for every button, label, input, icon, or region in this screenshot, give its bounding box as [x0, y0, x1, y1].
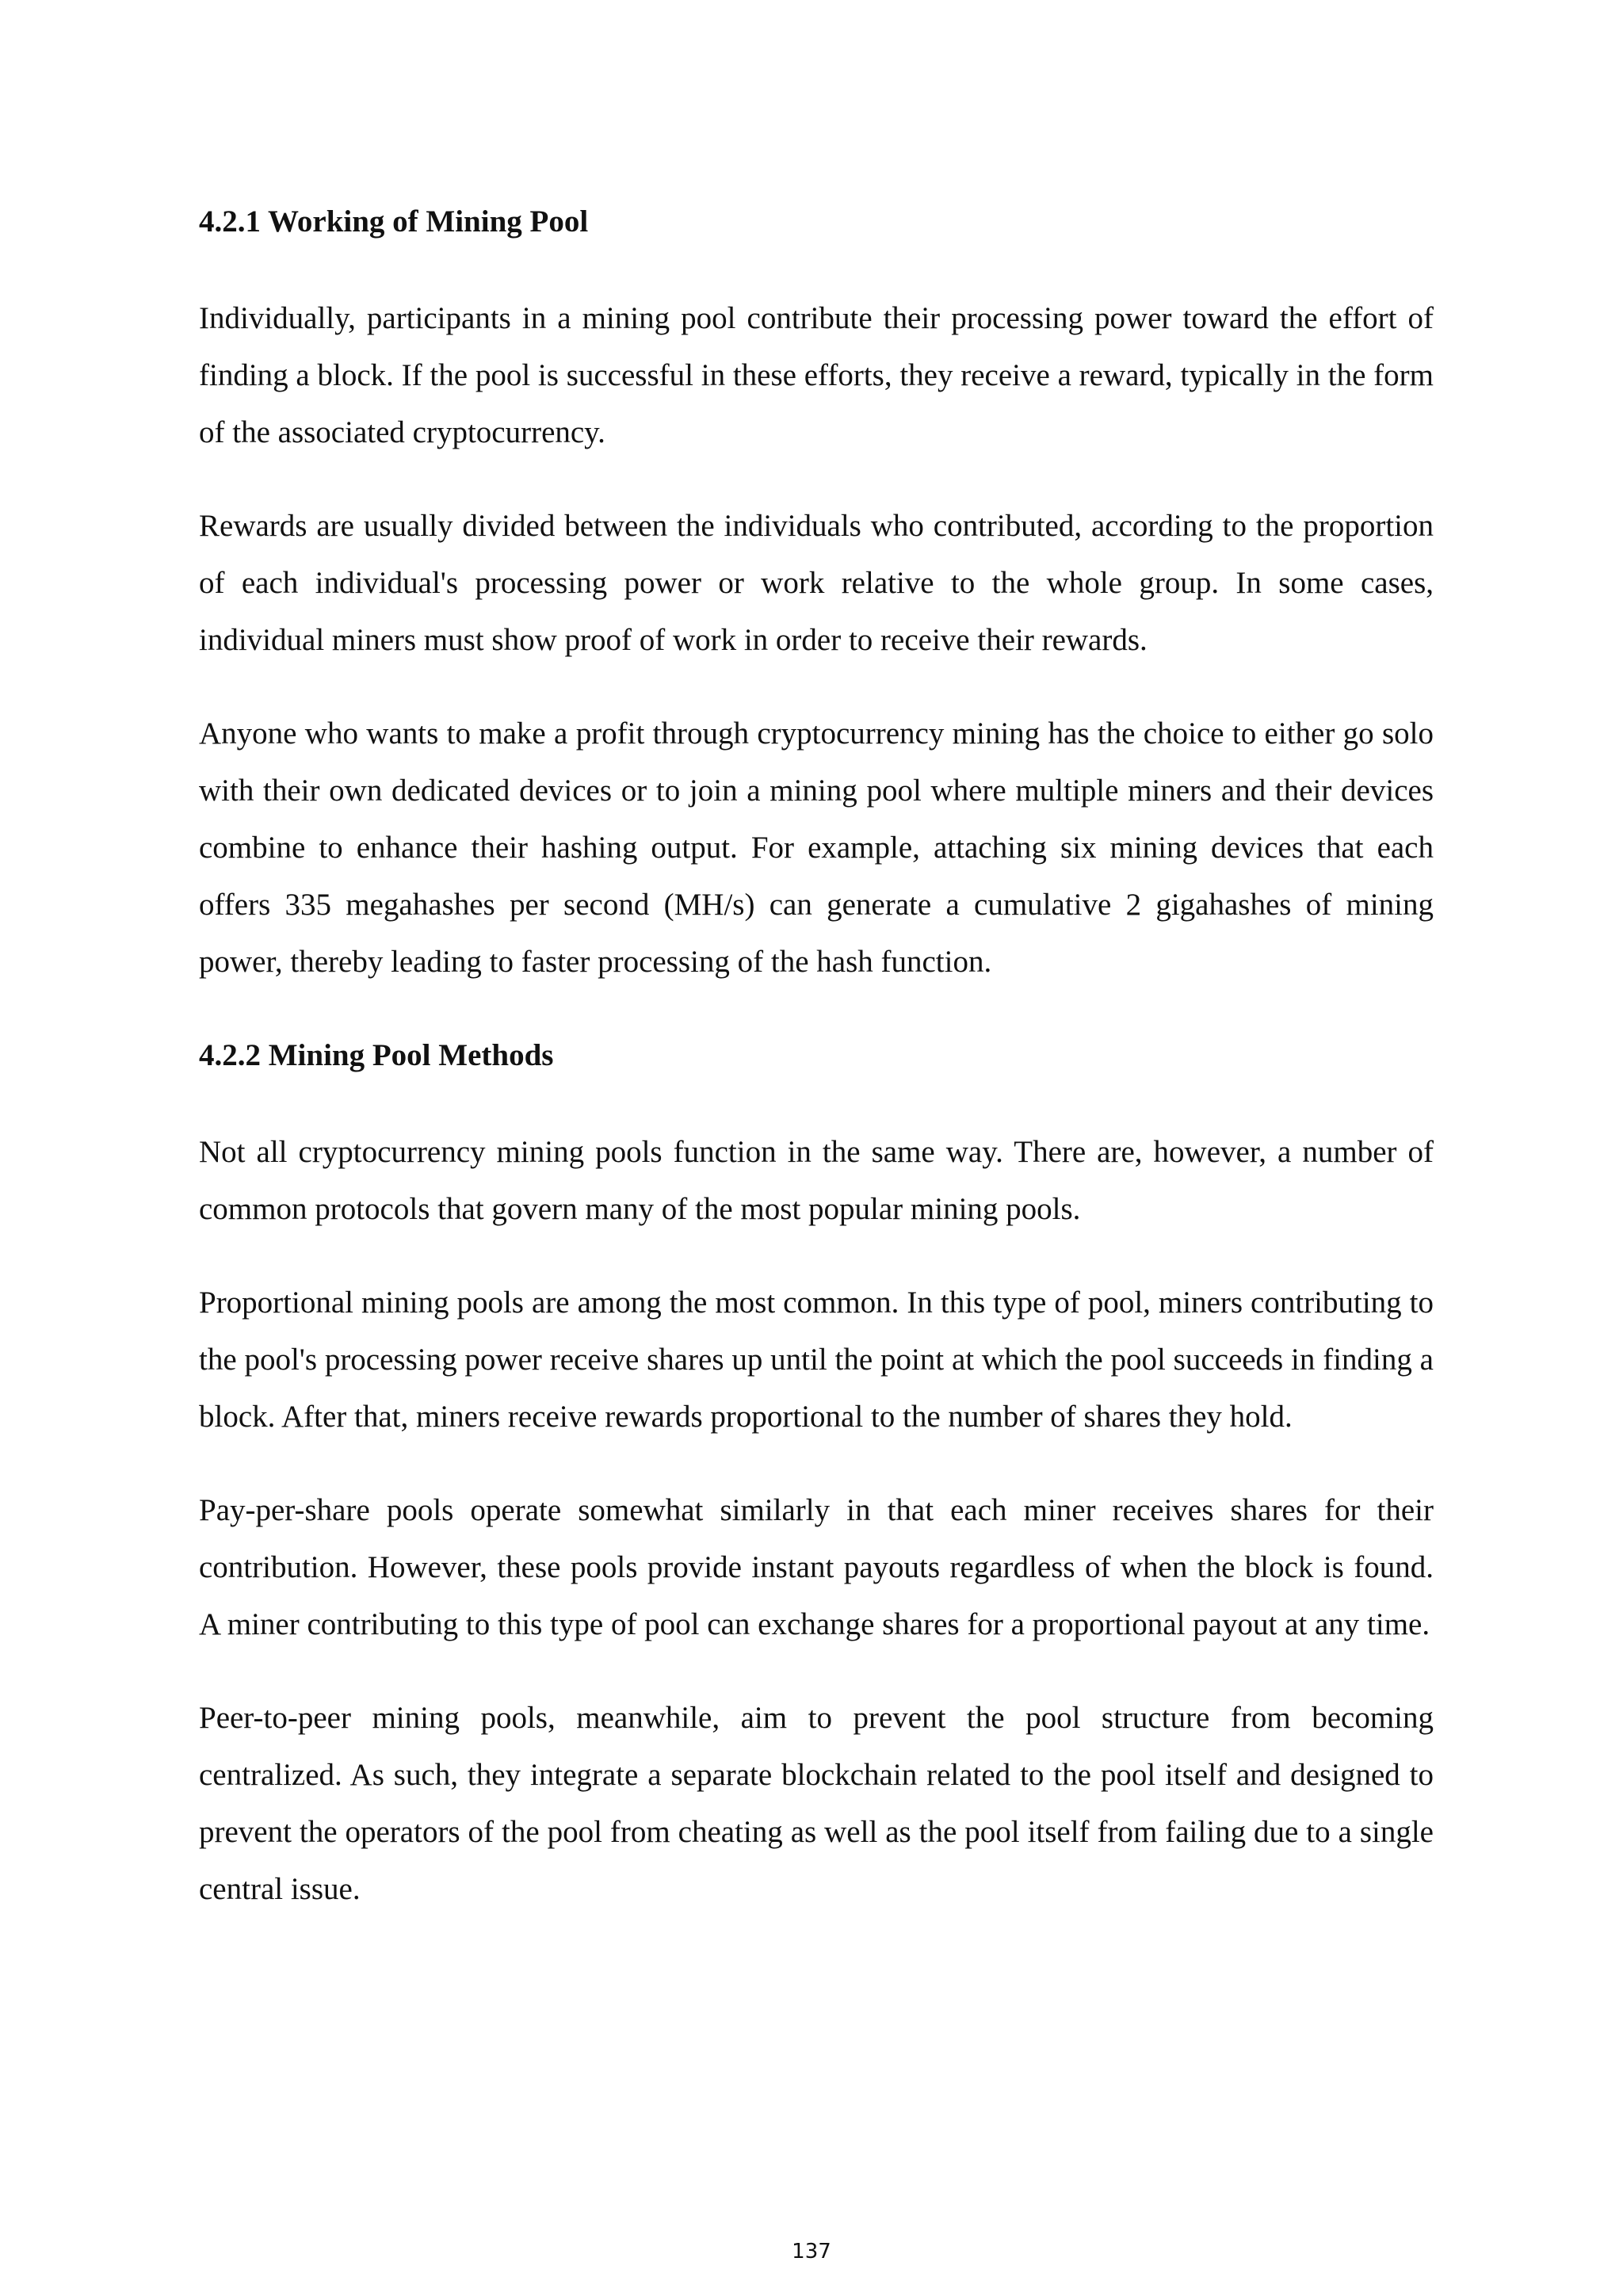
section-heading-mining-pool-methods: 4.2.2 Mining Pool Methods	[199, 1038, 554, 1072]
paragraph: Individually, participants in a mining pool contribute their processing power toward the effort of finding a block. If the pool is successful in these efforts, they receive a reward, typically in the form of the associated cryptocurrency.	[199, 301, 1434, 449]
paragraph: Peer-to-peer mining pools, meanwhile, aim to prevent the pool structure from becoming centralized. As such, they integrate a separate blockchain related to the pool itself and designed to prevent the operators of the pool from cheating as well as the pool itself from failing due to a single central issue.	[199, 1701, 1434, 1906]
section-heading-working-of-mining-pool: 4.2.1 Working of Mining Pool	[199, 204, 589, 239]
page-number: 137	[792, 2240, 831, 2264]
paragraph: Anyone who wants to make a profit through cryptocurrency mining has the choice to either go solo with their own dedicated devices or to join a mining pool where multiple miners and their devices combine to enhance their hashing output. For example, attaching six mining devices that each offers 335 megahashes per second (MH/s) can generate a cumulative 2 gigahashes of mining power, thereby leading to faster processing of the hash function.	[199, 716, 1434, 979]
paragraph: Rewards are usually divided between the individuals who contributed, according to the proportion of each individual's processing power or work relative to the whole group. In some cases, individual miners must show proof of work in order to receive their rewards.	[199, 509, 1434, 657]
paragraph: Not all cryptocurrency mining pools function in the same way. There are, however, a number of common protocols that govern many of the most popular mining pools.	[199, 1135, 1434, 1226]
page-content	[199, 193, 1434, 1954]
paragraph: Pay-per-share pools operate somewhat similarly in that each miner receives shares for their contribution. However, these pools provide instant payouts regardless of when the block is found. A miner contributing to this type of pool can exchange shares for a proportional payout at any time.	[199, 1493, 1434, 1641]
paragraph: Proportional mining pools are among the most common. In this type of pool, miners contributing to the pool's processing power receive shares up until the point at which the pool succeeds in finding a block. After that, miners receive rewards proportional to the number of shares they hold.	[199, 1286, 1434, 1434]
